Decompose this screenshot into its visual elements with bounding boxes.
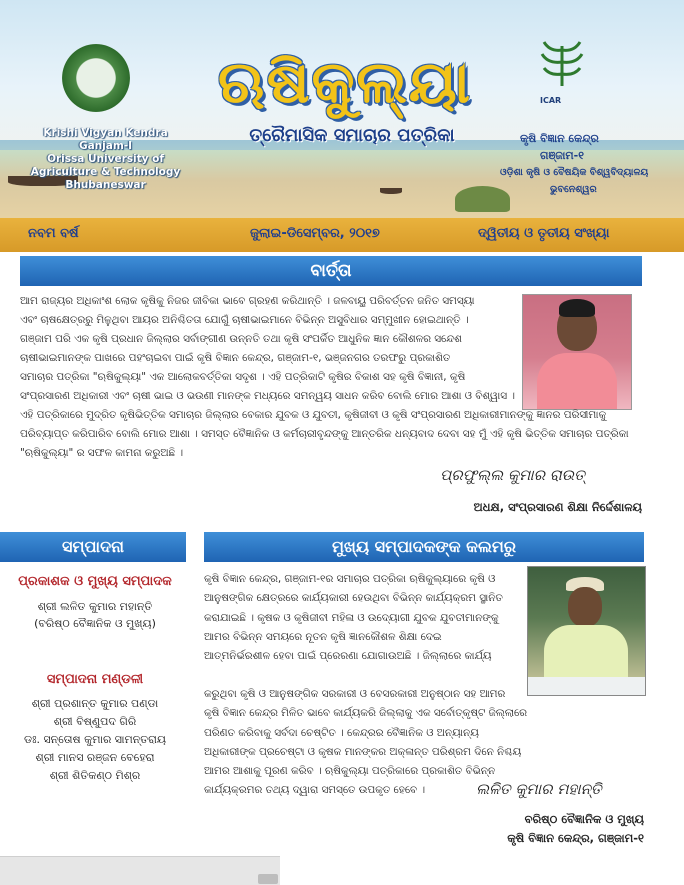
chief-editor-line: କରାଯାଇଛି । କୃଷକ ଓ କୃଷିଜୀବୀ ମହିଳା ଓ ଉଦ୍ୟୋଗୀ ଯୁବକ ଯୁବତୀମାନଙ୍କୁ <box>204 611 499 624</box>
publisher-role: (ବରିଷ୍ଠ ବୈଜ୍ଞାନିକ ଓ ମୁଖ୍ୟ) <box>34 617 156 630</box>
board-member: ଶ୍ରୀ ପ୍ରଶାନ୍ତ କୁମାର ପଣ୍ଡା <box>31 697 159 710</box>
kvk-english-line: Krishi Vigyan Kendra <box>43 127 168 139</box>
chief-editor-paragraph <box>204 570 516 666</box>
chief-editor-heading: ମୁଖ୍ୟ ସମ୍ପାଦକଙ୍କ କଲମରୁ <box>204 532 644 562</box>
chief-editor-role <box>430 810 644 848</box>
message-line: ସମାଚାର ପତ୍ରିକା "ଋଷିକୁଲ୍ୟା" ଏକ ଆଲୋକବର୍ତ୍ତିକା ସଦୃଶ । ଏହି ପତ୍ରିକାଟି କୃଷିର ବିକାଶ ସହ କୃଷି ବିଜ୍ଞାନୀ, କୃଷି <box>20 371 466 383</box>
kvk-english-line: Bhubaneswar <box>65 179 146 191</box>
chief-editor-signature: ଲଳିତ କୁମାର ମହାନ୍ତି <box>476 780 602 798</box>
message-heading: ବାର୍ତ୍ତା <box>20 256 642 286</box>
icar-label: ICAR <box>540 96 562 105</box>
chief-editor-photo <box>527 566 646 696</box>
chief-editor-line: ଆନୁଷଙ୍ଗିକ କ୍ଷେତ୍ରରେ କାର୍ଯ୍ୟକାରୀ ହେଉଥିବା ବିଭିନ୍ନ କାର୍ଯ୍ୟକ୍ରମ ସ୍ଥାନିତ <box>204 592 503 605</box>
horizontal-scrollbar[interactable] <box>0 856 280 885</box>
publisher-title: ପ୍ରକାଶକ ଓ ମୁଖ୍ୟ ସମ୍ପାଦକ <box>18 574 172 589</box>
boat-image <box>380 188 402 194</box>
message-paragraph-continued <box>20 406 660 463</box>
chief-editor-role-line: କୃଷି ବିଜ୍ଞାନ କେନ୍ଦ୍ର, ଗଞ୍ଜାମ-୧ <box>507 831 644 845</box>
kvk-english-line: Ganjam-I <box>78 140 133 152</box>
message-line: ଏବଂ ଚାଷକ୍ଷେତ୍ରରୁ ମିଳୁଥିବା ଆୟର ଅନିଶ୍ଚିତତା ଯୋଗୁଁ ଚାଷୀଭାଇମାନେ ବିଭିନ୍ନ ଅସୁବିଧାର ସମ୍ମୁଖୀନ ହୋଇଥାନ୍ତି । <box>20 314 469 326</box>
board-member: ଡଃ. ସନ୍ତୋଷ କୁମାର ସାମନ୍ତରାୟ <box>24 733 166 746</box>
period-label: ଜୁଲାଇ-ଡିସେମ୍ବର, ୨୦୧୭ <box>250 226 380 241</box>
issue-label: ଦ୍ୱିତୀୟ ଓ ତୃତୀୟ ସଂଖ୍ୟା <box>478 226 610 241</box>
message-line: ଚାଷୀଭାଇମାନଙ୍କ ପାଖରେ ପହଂଚାଇବା ପାଇଁ କୃଷି ବିଜ୍ଞାନ କେନ୍ଦ୍ର, ଗଞ୍ଜାମ-୧, ଭଞ୍ଜନଗର ତରଫରୁ ପ୍ରକାଶିତ <box>20 352 451 364</box>
message-line: ଏହି ପତ୍ରିକାରେ ମୁଦ୍ରିତ କୃଷିଭିତ୍ତିକ ସମାଚାର ଜିଲ୍ଲାର ବେକାର ଯୁବକ ଓ ଯୁବତୀ, କୃଷିଜୀବୀ ଓ କୃଷି ସଂପ୍ରସାରଣ ଅଧିକାରୀମାନଙ୍କୁ ଜ୍ଞାନର ପରିସୀମାକୁ <box>20 409 607 421</box>
message-line: ଆମ ରାଜ୍ୟର ଅଧିକାଂଶ ଲୋକ କୃଷିକୁ ନିଜର ଜୀବିକା ଭାବେ ଗ୍ରହଣ କରିଥାନ୍ତି । ଜଳବାୟୁ ପରିବର୍ତ୍ତନ ଜନିତ ସମସ୍ୟା <box>20 295 475 307</box>
message-line: "ଋଷିକୁଲ୍ୟା" ର ସଫଳ କାମନା କରୁଅଛି । <box>20 447 184 459</box>
kvk-odia-line: କୃଷି ବିଜ୍ଞାନ କେନ୍ଦ୍ର <box>520 132 599 145</box>
board-member: ଶ୍ରୀ ବିଷ୍ଣୁପଦ ଗିରି <box>53 715 137 728</box>
chief-editor-line: କୃଷି ବିଜ୍ଞାନ କେନ୍ଦ୍ର ମିଳିତ ଭାବେ କାର୍ଯ୍ୟକରି ଜିଲ୍ଲାକୁ ଏକ ସର୍ବୋତ୍କୃଷ୍ଟ ଜିଲ୍ଲାରେ <box>204 707 528 720</box>
message-line: ପରିବ୍ୟାପ୍ତ କରିପାରିବ ବୋଲି ମୋର ଆଶା । ସମସ୍ତ ବୈଜ୍ଞାନିକ ଓ କର୍ମଚାରୀବୃନ୍ଦଙ୍କୁ ଆନ୍ତରିକ ଧନ୍ୟବାଦ ଦେବା ସହ ମୁଁ ଏହି କୃଷି ଭିତ୍ତିକ ସମାଚାର ପତ୍ରିକା <box>20 428 629 440</box>
kvk-english-line: Agriculture & Technology <box>30 166 181 178</box>
kvk-odia-block <box>500 130 680 198</box>
chief-editor-line: କରୁଥିବା କୃଷି ଓ ଆନୁଷଙ୍ଗିକ ସରକାରୀ ଓ ବେସରକାରୀ ଅନୁଷ୍ଠାନ ସହ ଆମର <box>204 688 506 700</box>
chief-editor-line: କୃଷି ବିଜ୍ଞାନ କେନ୍ଦ୍ର, ଗଞ୍ଜାମ-୧ର ସମାଚାର ପତ୍ରିକା ଋଷିକୁଲ୍ୟାରେ କୃଷି ଓ <box>204 573 496 585</box>
editorial-heading: ସମ୍ପାଦନା <box>0 532 186 562</box>
chief-editor-line: ଆମର ବିଭିନ୍ନ ସମୟରେ ନୂତନ କୃଷି ଜ୍ଞାନକୌଶଳ ଶିକ୍ଷା ଦେଇ <box>204 630 442 643</box>
chief-editor-line: ଆମର ଆଶାକୁ ପୂରଣ କରିବ । ଋଷିକୁଲ୍ୟା ପତ୍ରିକାରେ ପ୍ରକାଶିତ ବିଭିନ୍ନ <box>204 765 496 778</box>
board-title: ସମ୍ପାଦନା ମଣ୍ଡଳୀ <box>46 672 144 687</box>
kvk-odia-line: ଗଞ୍ଜାମ-୧ <box>540 149 584 162</box>
chief-editor-line: ପରିଣତ କରିବାକୁ ସର୍ବଦା ଚେଷ୍ଟିତ । କେନ୍ଦ୍ରର ବୈଜ୍ଞାନିକ ଓ ଅନ୍ୟାନ୍ୟ <box>204 726 479 739</box>
director-role: ଅଧକ୍ଷ, ସଂପ୍ରସାରଣ ଶିକ୍ଷା ନିର୍ଦ୍ଦେଶାଳୟ <box>473 500 642 514</box>
publisher-name: ଶ୍ରୀ ଲଳିତ କୁମାର ମହାନ୍ତି <box>37 600 153 613</box>
kvk-odia-line: ଓଡ଼ିଶା କୃଷି ଓ ବୈଷୟିକ ବିଶ୍ୱବିଦ୍ୟାଳୟ <box>500 167 649 178</box>
scrollbar-thumb[interactable] <box>258 874 278 884</box>
board-member: ଶ୍ରୀ ଶିତିକଣ୍ଠ ମିଶ୍ର <box>49 769 141 782</box>
university-logo <box>62 44 130 112</box>
director-photo <box>522 294 632 410</box>
board-member: ଶ୍ରୀ ମାନସ ରଞ୍ଜନ ବେହେରା <box>35 751 155 764</box>
kvk-english-block <box>18 127 193 192</box>
chief-editor-line: ଅଧିକାରୀଙ୍କ ପ୍ରଚେଷ୍ଟା ଓ କୃଷକ ମାନଙ୍କର ଅକ୍ଳାନ୍ତ ପରିଶ୍ରମ ଦିନେ ନିଶ୍ଚୟ <box>204 745 522 758</box>
chief-editor-role-line: ବରିଷ୍ଠ ବୈଜ୍ଞାନିକ ଓ ମୁଖ୍ୟ <box>524 812 644 826</box>
chief-editor-line: କାର୍ଯ୍ୟକ୍ରମର ତଥ୍ୟ ଦ୍ୱାରା ସମସ୍ତେ ଉପକୃତ ହେବେ । <box>204 784 426 797</box>
kvk-odia-line: ଭୁବନେଶ୍ୱର <box>550 184 597 195</box>
message-paragraph <box>20 292 520 406</box>
icar-logo <box>536 38 588 98</box>
chief-editor-line: ଆତ୍ମନିର୍ଭରଶୀଳ ହେବା ପାଇଁ ପ୍ରେରଣା ଯୋଗାଉଅଛି । ଜିଲ୍ଲାରେ କାର୍ଯ୍ୟ <box>204 650 492 663</box>
message-line: ସଂପ୍ରସାରଣ ଅଧିକାରୀ ଏବଂ ଚାଷୀ ଭାଇ ଓ ଭଉଣୀ ମାନଙ୍କ ମଧ୍ୟରେ ସମନ୍ୱୟ ସାଧନ କରିବ ବୋଲି ମୋର ଆଶା ଓ ବିଶ୍ୱାସ । <box>20 390 515 402</box>
message-line: ଗଞ୍ଜାମ ପରି ଏକ କୃଷି ପ୍ରଧାନ ଜିଲ୍ଲାର ସର୍ବାଙ୍ଗୀଣ ଉନ୍ନତି ତଥା କୃଷି ସଂପର୍କିତ ଆଧୁନିକ ଜ୍ଞାନ କୌଶଳର ସନ୍ଦେଶ <box>20 333 462 345</box>
kvk-english-line: Orissa University of <box>47 153 164 165</box>
newsletter-subtitle: ତ୍ରୈମାସିକ ସମାଚାର ପତ୍ରିକା <box>249 125 455 146</box>
director-signature: ପ୍ରଫୁଲ୍ଲ କୁମାର ରାଉତ୍ <box>440 466 585 484</box>
newsletter-title: ଋଷିକୁଲ୍ୟା <box>217 48 472 116</box>
year-label: ନବମ ବର୍ଷ <box>28 226 79 241</box>
